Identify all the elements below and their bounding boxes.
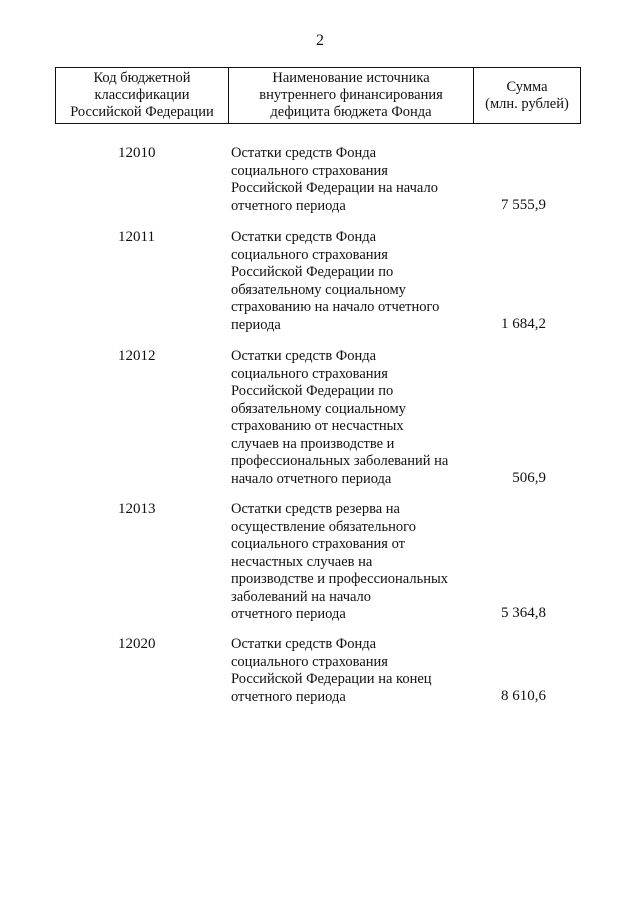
header-sum-column: Сумма (млн. рублей) — [485, 78, 569, 112]
row-sum: 7 555,9 — [501, 197, 546, 213]
row-sum: 5 364,8 — [501, 605, 546, 621]
row-code: 12013 — [118, 501, 156, 517]
row-sum: 506,9 — [512, 470, 546, 486]
row-name: Остатки средств Фонда социального страхования Российской Федерации по обязательному социальному страхованию на начало отчетного периода — [231, 229, 440, 333]
page-number: 2 — [316, 32, 324, 49]
row-code: 12012 — [118, 348, 156, 364]
row-name: Остатки средств Фонда социального страхования Российской Федерации по обязательному социальному страхованию от несчастных случаев на производстве и профессиональных заболеваний на начало отчетного периода — [231, 348, 449, 487]
row-sum: 8 610,6 — [501, 688, 546, 704]
row-name: Остатки средств Фонда социального страхования Российской Федерации на конец отчетного периода — [231, 636, 432, 705]
row-code: 12020 — [118, 636, 156, 652]
header-code-column: Код бюджетной классификации Российской Федерации — [56, 68, 229, 123]
header-name-column: Наименование источника внутреннего финансирования дефицита бюджета Фонда — [229, 68, 474, 123]
row-code: 12011 — [118, 229, 155, 245]
row-code: 12010 — [118, 145, 156, 161]
row-name: Остатки средств Фонда социального страхования Российской Федерации на начало отчетного периода — [231, 145, 438, 214]
row-sum: 1 684,2 — [501, 316, 546, 332]
row-name: Остатки средств резерва на осуществление обязательного социального страхования от несчастных случаев на производстве и профессиональных заболеваний на начало отчетного периода — [231, 501, 448, 622]
